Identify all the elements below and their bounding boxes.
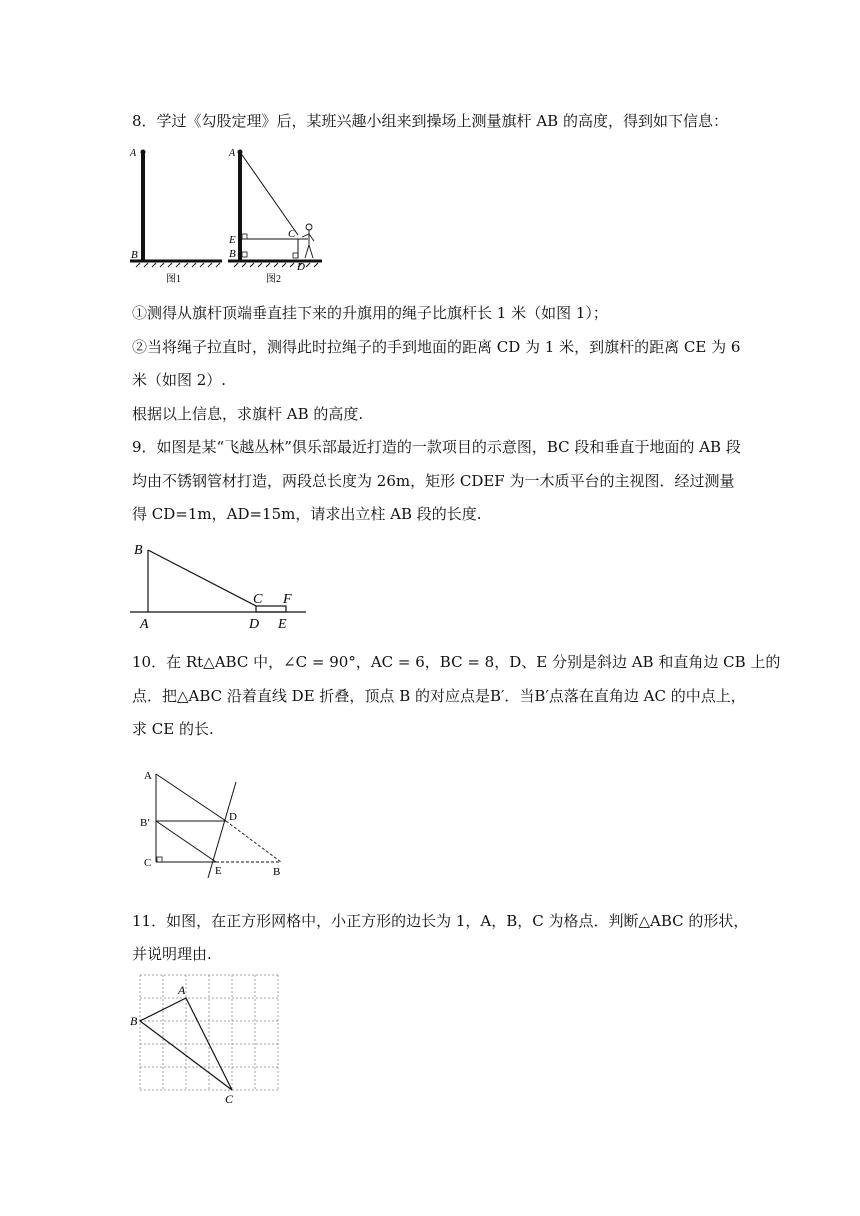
q9-label-f: F: [283, 592, 292, 607]
q10-label-a: A: [144, 770, 152, 782]
q8-question: 根据以上信息，求旗杆 AB 的高度.: [132, 405, 364, 423]
q10-line-3: 求 CE 的长.: [132, 720, 214, 738]
q8-fig2-label-e: E: [229, 234, 236, 246]
q8-fig1-label-b: B: [131, 249, 138, 261]
q10-label-d: D: [229, 811, 237, 823]
q9-line-2: 均由不锈钢管材打造，两段总长度为 26m，矩形 CDEF 为一木质平台的主视图．经过测量: [132, 472, 735, 490]
q10-figure: [136, 762, 296, 882]
q10-line-1: 10．在 Rt△ABC 中，∠C = 90°，AC = 6，BC = 8，D、E 分别是斜边 AB 和直角边 CB 上的: [132, 653, 781, 671]
q8-fig2-label-d: D: [297, 261, 305, 273]
q10-label-b-prime: B′: [140, 817, 150, 829]
q8-figure-1: [126, 142, 226, 292]
q9-line-1: 9．如图是某“飞越丛林”俱乐部最近打造的一款项目的示意图，BC 段和垂直于地面的 AB 段: [132, 438, 741, 456]
q8-item-2-line-2: 米（如图 2）.: [132, 371, 227, 389]
q8-fig2-caption: 图2: [266, 274, 281, 285]
q11-line-2: 并说明理由.: [132, 945, 212, 963]
q8-text: 8．学过《勾股定理》后，某班兴趣小组来到操场上测量旗杆 AB 的高度，得到如下信息：: [132, 112, 728, 130]
q11-line-1: 11．如图，在正方形网格中，小正方形的边长为 1，A，B，C 为格点．判断△ABC 的形状，: [132, 912, 749, 930]
q9-figure: [126, 540, 311, 635]
q8-fig2-label-a: A: [229, 148, 236, 159]
q8-fig1-label-a: A: [130, 148, 137, 159]
q8-item-1: ①测得从旗杆顶端垂直挂下来的升旗用的绳子比旗杆长 1 米（如图 1）；: [132, 304, 608, 322]
q10-label-c: C: [144, 857, 152, 869]
q8-item-2-line-1: ②当将绳子拉直时，测得此时拉绳子的手到地面的距离 CD 为 1 米，到旗杆的距离 CE 为 6: [132, 338, 741, 356]
q8-fig1-caption: 图1: [166, 274, 181, 285]
q8-fig2-label-b: B: [229, 248, 236, 260]
q11-label-c: C: [225, 1092, 234, 1106]
q10-label-b: B: [273, 866, 281, 878]
q9-label-b: B: [134, 543, 143, 558]
q11-grid-figure: [126, 972, 286, 1107]
q8-fig2-label-c: C: [288, 228, 296, 240]
q11-label-a: A: [178, 983, 186, 997]
q9-label-c: C: [253, 592, 263, 607]
q10-line-2: 点．把△ABC 沿着直线 DE 折叠，顶点 B 的对应点是B′．当B′点落在直角边 AC 的中点上，: [132, 687, 746, 705]
q11-label-b: B: [130, 1014, 138, 1028]
q9-label-a: A: [140, 617, 149, 632]
q9-label-d: D: [249, 617, 260, 632]
q10-label-e: E: [215, 865, 222, 877]
q9-line-3: 得 CD=1m，AD=15m，请求出立柱 AB 段的长度.: [132, 505, 482, 523]
q9-label-e: E: [278, 617, 287, 632]
q8-figure-2: [226, 142, 326, 292]
